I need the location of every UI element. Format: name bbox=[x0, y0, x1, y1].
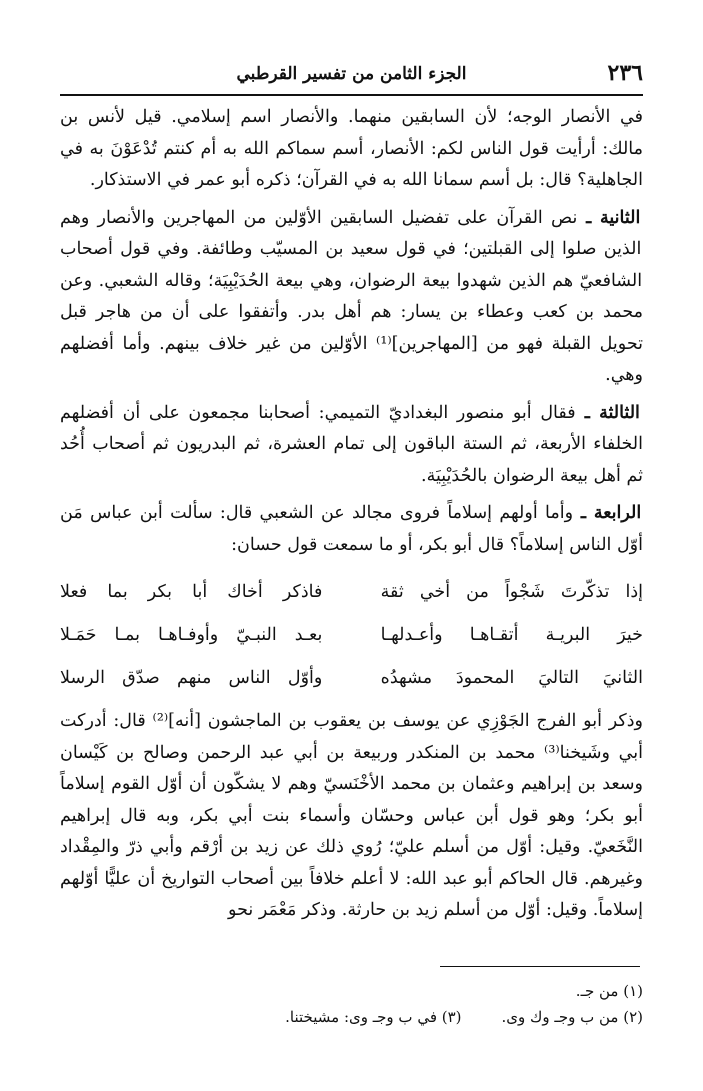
poem-verse bbox=[60, 571, 643, 614]
poem bbox=[60, 571, 643, 700]
footnote-2: (٢) من ب وجـ وك وى. bbox=[501, 1008, 643, 1026]
paragraph-second: الثانية ـ نص القرآن على تفضيل السابقين الأوّلين من المهاجرين والأنصار وهم الذين صلوا إلى القبلتين؛ في قول سعيد بن المسيّب وطائفة. وفي قول أصحاب الشافعيّ هم الذين شهدوا بيعة الرضوان، وهي بيعة الحُدَيْبِيَة؛ وقاله الشعبي. وعن محمد بن كعب وعطاء بن يسار: هم أهل بدر. وأتفقوا على أن من هاجر قبل تحويل القبلة فهو من [المهاجرين]⁽¹⁾ الأوّلين من غير خلاف بينهم. وأما أفضلهم وهي. bbox=[60, 207, 643, 385]
header-rule bbox=[60, 94, 643, 96]
footnotes bbox=[60, 978, 643, 1030]
paragraph-closing: وذكر أبو الفرج الجَوْزِي عن يوسف بن يعقوب بن الماجشون [أنه]⁽²⁾ قال: أدركت أبي وشَيخنا⁽³⁾ محمد بن المنكدر وربيعة بن أبي عبد الرحمن وصالح بن كَيْسان وسعد بن إبراهيم وعثمان بن محمد الأخْنَسيّ وهم لا يشكّون أن أوّل القوم إسلاماً أبو بكر؛ وهو قول أبن عباس وحسّان وأسماء بنت أبي بكر، وبه قال إبراهيم النَّخَعيّ. وقيل: أوّل من أسلم عليّ؛ رُوي ذلك عن زيد بن أرْقم وأبي ذرّ والمِقْداد وغيرهم. قال الحاكم أبو عبد الله: لا أعلم خلافاً بين أصحاب التواريخ أن عليًّا أوّلهم إسلاماً. وقيل: أوّل من أسلم زيد بن حارثة. وذكر مَعْمَر نحو bbox=[60, 711, 643, 920]
footnote-3: (٣) في ب وجـ وى: مشيختنا. bbox=[285, 1008, 462, 1026]
poem-verse bbox=[60, 614, 643, 657]
section-label: الثالثة ـ bbox=[575, 402, 640, 423]
page-number: ٢٣٦ bbox=[607, 60, 643, 86]
verse-first-hemistich: إذا تذكّرتَ شَجْواً من أخي ثقة bbox=[380, 582, 643, 602]
paragraph-intro: في الأنصار الوجه؛ لأن السابقين منهما. والأنصار اسم إسلامي. قيل لأنس بن مالك: أرأيت قول الناس لكم: الأنصار، أسم سماكم الله به أم كنتم تُدْعَوْنَ به في الجاهلية؟ قال: بل أسم سمانا الله به في القرآن؛ ذكره أبو عمر في الاستذكار. bbox=[60, 107, 643, 190]
section-label: الرابعة ـ bbox=[573, 503, 642, 523]
footnote-rule bbox=[440, 966, 640, 967]
paragraph-fourth: الرابعة ـ وأما أولهم إسلاماً فروى مجالد عن الشعبي قال: سألت أبن عباس مَن أوّل الناس إسلاماً؟ قال أبو بكر، أو ما سمعت قول حسان: bbox=[60, 503, 643, 555]
paragraph-third: الثالثة ـ فقال أبو منصور البغداديّ التميمي: أصحابنا مجمعون على أن أفضلهم الخلفاء الأربعة، ثم الستة الباقون إلى تمام العشرة، ثم البدريون ثم أصحاب أُحُد ثم أهل بيعة الرضوان بالحُدَيْبِيَة. bbox=[60, 402, 643, 486]
verse-second-hemistich: فاذكر أخاك أبا بكر بما فعلا bbox=[60, 582, 323, 602]
footnote-1: (١) من جـ. bbox=[575, 982, 643, 1000]
section-label: الثانية ـ bbox=[577, 207, 641, 228]
running-title: الجزء الثامن من تفسير القرطبي bbox=[236, 64, 467, 84]
footnote-row bbox=[60, 1004, 643, 1030]
page-header bbox=[60, 60, 643, 94]
main-text bbox=[60, 102, 643, 927]
verse-first-hemistich: الثانيَ التاليَ المحمودَ مشهدُه bbox=[380, 668, 643, 688]
verse-second-hemistich: وأوّل الناس منهم صدّق الرسلا bbox=[60, 668, 323, 688]
verse-second-hemistich: بعـد النبـيّ وأوفـاهـا بمـا حَمَـلا bbox=[60, 625, 323, 645]
poem-verse bbox=[60, 657, 643, 700]
verse-first-hemistich: خيرَ البريـة أتقـاهـا وأعـدلهـا bbox=[380, 625, 643, 645]
